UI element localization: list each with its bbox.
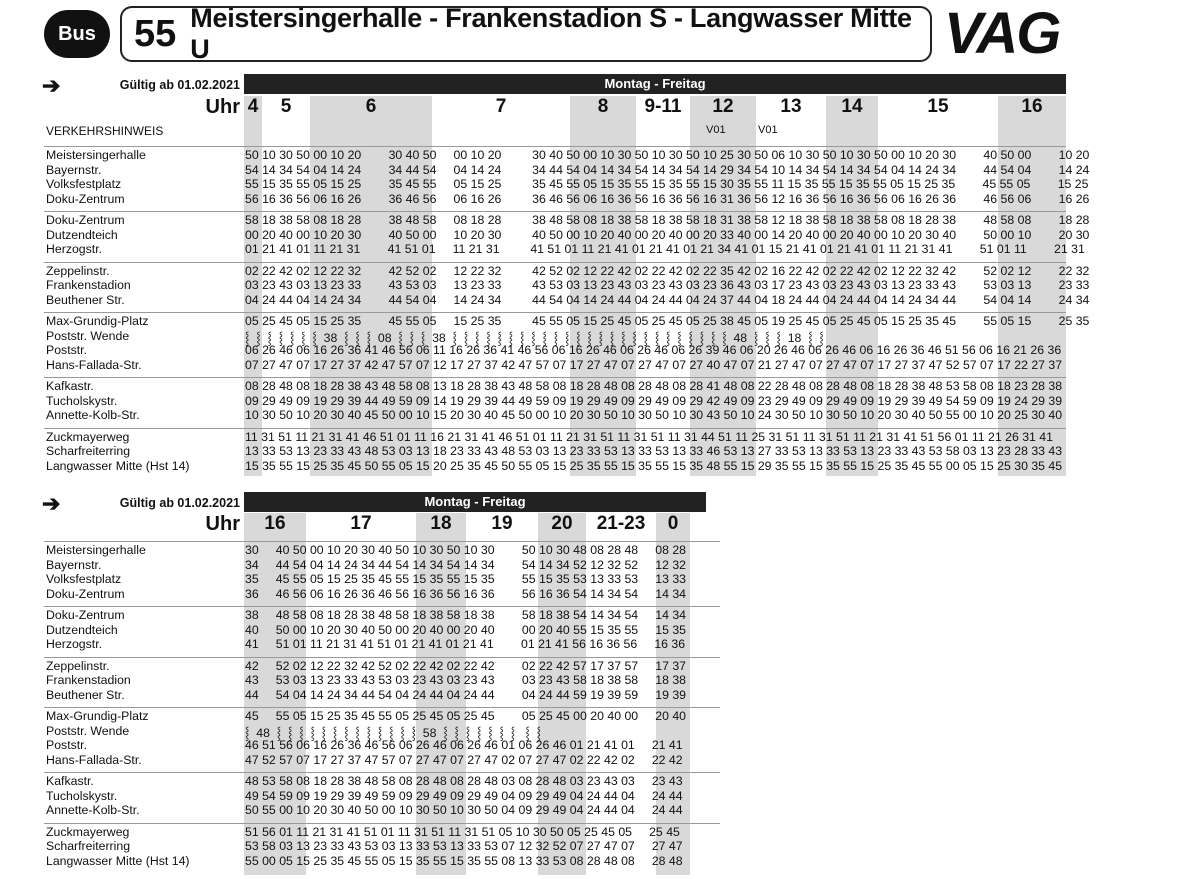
route-name: Meistersingerhalle - Frankenstadion S - Langwasser Mitte U (190, 3, 912, 64)
time-row: 06 26 46 06 16 26 36 41 46 56 06 11 16 26 36 41 46 56 06 16 26 46 06 26 46 06 26 39 46 06 20 26 46 06 26 46 06 16 26 36 46 51 56 06 16 21 26 36 (245, 343, 1062, 357)
stop-name: Langwasser Mitte (Hst 14) (46, 458, 190, 473)
hour-header: 6 (365, 96, 377, 117)
time-row: 44 54 04 14 24 34 44 54 04 24 44 04 24 44 04 24 44 59 19 39 59 19 39 (245, 687, 687, 702)
time-row: 48 53 58 08 18 28 38 48 58 08 28 48 08 28 48 03 08 28 48 03 23 43 03 23 43 (245, 774, 683, 788)
stop-name: Zuckmayerweg (46, 824, 130, 839)
time-row: 51 56 01 11 21 31 41 51 01 11 31 51 11 31 51 05 10 30 50 05 25 45 05 25 45 (245, 824, 680, 839)
group-divider (44, 772, 720, 773)
time-row: 08 28 48 08 18 28 38 43 48 58 08 13 18 28 38 43 48 58 08 18 28 48 08 28 48 08 28 41 48 08 22 28 48 08 28 48 08 18 28 38 48 53 58 08 18 23 28 38 (245, 379, 1063, 393)
stop-name: Dutzendteich (46, 227, 118, 242)
time-row: 02 22 42 02 12 22 32 42 52 02 12 22 32 42 52 02 12 22 42 02 22 42 02 22 35 42 02 16 22 42 02 22 42 02 12 22 32 42 52 02 12 22 32 (245, 263, 1090, 278)
time-row: 58 18 38 58 08 18 28 38 48 58 08 18 28 38 48 58 08 18 38 58 18 38 58 18 31 38 58 12 18 38 58 18 38 58 08 18 28 38 48 58 08 18 28 (245, 213, 1090, 227)
hour-header: 19 (491, 513, 513, 534)
direction-arrow-icon: ➔ (42, 73, 61, 98)
group-divider (44, 262, 1066, 263)
time-row: 43 53 03 13 23 33 43 53 03 23 43 03 23 43 03 23 43 58 18 38 58 18 38 (245, 673, 687, 687)
verkehrshinweis-label: VERKEHRSHINWEIS (46, 124, 164, 138)
stop-name: Beuthener Str. (46, 687, 125, 702)
time-row: 55 15 35 55 05 15 25 35 45 55 05 15 25 35 45 55 05 15 35 55 15 35 55 15 30 35 55 11 15 35 55 15 35 55 05 15 25 35 45 55 05 15 25 (245, 177, 1089, 191)
header (0, 0, 1200, 70)
stop-name: Poststr. (46, 343, 88, 357)
stop-name: Doku-Zentrum (46, 608, 125, 622)
time-row: 10 30 50 10 20 30 40 45 50 00 10 15 20 30 40 45 50 00 10 20 30 50 10 30 50 10 30 43 50 10 24 30 50 10 30 50 10 20 30 40 50 55 00 10 20 25 30 40 (245, 408, 1063, 422)
stop-name: Volksfestplatz (46, 572, 122, 586)
stop-name: Dutzendteich (46, 622, 118, 637)
group-divider (44, 823, 720, 824)
stop-name: Doku-Zentrum (46, 191, 125, 206)
time-row: 49 54 59 09 19 29 39 49 59 09 29 49 09 29 49 04 09 29 49 04 24 44 04 24 44 (245, 788, 683, 803)
group-divider (44, 606, 720, 607)
valid-from: Gültig ab 01.02.2021 (119, 496, 240, 510)
time-row: 05 25 45 05 15 25 35 45 55 05 15 25 35 45 55 05 15 25 45 05 25 45 05 25 38 45 05 19 25 45 05 25 45 05 15 25 35 45 55 05 15 25 35 (245, 314, 1090, 328)
stop-name: Herzogstr. (46, 242, 103, 256)
stop-name: Meistersingerhalle (46, 543, 146, 557)
uhr-label: Uhr (205, 96, 240, 118)
stop-name: Annette-Kolb-Str. (46, 803, 140, 817)
time-row: 41 51 01 11 21 31 41 51 01 21 41 01 21 41 01 21 41 56 16 36 56 16 36 (245, 637, 686, 651)
time-row: 09 29 49 09 19 29 39 44 49 59 09 14 19 29 39 44 49 59 09 19 29 49 09 29 49 09 29 42 49 09 23 29 49 09 29 49 09 19 29 39 49 54 59 09 19 24 29 39 (245, 393, 1063, 408)
days-bar: Montag - Freitag (244, 492, 706, 512)
stop-name: Kafkastr. (46, 774, 94, 788)
stop-name: Beuthener Str. (46, 292, 125, 307)
time-row: 15 35 55 15 25 35 45 50 55 05 15 20 25 35 45 50 55 05 15 25 35 55 15 35 55 15 35 48 55 15 29 35 55 15 35 55 15 25 35 45 55 00 05 15 25 30 35 45 (245, 458, 1063, 473)
stop-name: Doku-Zentrum (46, 586, 125, 601)
time-row: 36 46 56 06 16 26 36 46 56 16 36 56 16 36 56 16 36 54 14 34 54 14 34 (245, 586, 687, 601)
time-row: 47 52 57 07 17 27 37 47 57 07 27 47 07 27 47 02 07 27 47 02 22 42 02 22 42 (245, 752, 683, 767)
hour-header: 16 (264, 513, 286, 534)
time-row: 53 58 03 13 23 33 43 53 03 13 33 53 13 33 53 07 12 32 52 07 27 47 07 27 47 (245, 839, 683, 853)
group-divider (44, 541, 720, 542)
hour-header: 18 (430, 513, 452, 534)
direction-arrow-icon: ➔ (42, 491, 61, 516)
stop-name: Zeppelinstr. (46, 658, 110, 673)
note-marker: V01 (706, 124, 726, 136)
time-row: 07 27 47 07 17 27 37 42 47 57 07 12 17 27 37 42 47 57 07 17 27 47 07 27 47 07 27 40 47 07 21 27 47 07 27 47 07 17 27 37 47 52 57 07 17 22 27 37 (245, 357, 1063, 372)
stop-name: Kafkastr. (46, 379, 94, 393)
valid-from: Gültig ab 01.02.2021 (119, 78, 240, 92)
hour-header: 0 (667, 513, 679, 534)
group-divider (44, 377, 1066, 378)
time-row: 00 20 40 00 10 20 30 40 50 00 10 20 30 40 50 00 10 20 40 00 20 40 00 20 33 40 00 14 20 40 00 20 40 00 10 20 30 40 50 00 10 20 30 (245, 227, 1090, 242)
stop-name: Frankenstadion (46, 673, 131, 687)
time-row: 01 21 41 01 11 21 31 41 51 01 11 21 31 41 51 01 11 21 41 01 21 41 01 21 34 41 01 15 21 41 01 21 41 01 11 21 31 41 51 01 11 21 31 (245, 242, 1085, 256)
stop-name: Bayernstr. (46, 557, 102, 572)
time-row: 42 52 02 12 22 32 42 52 02 22 42 02 22 42 02 22 42 57 17 37 57 17 37 (245, 658, 687, 673)
group-divider (44, 211, 1066, 212)
time-row: 45 55 05 15 25 35 45 55 05 25 45 05 25 45 05 25 45 00 20 40 00 20 40 (245, 709, 687, 723)
hour-header: 8 (597, 96, 609, 117)
stop-name: Scharfreiterring (46, 839, 131, 853)
bus-badge: Bus (44, 10, 110, 58)
stop-name: Frankenstadion (46, 278, 131, 292)
route-number: 55 (134, 12, 177, 55)
stop-name: Herzogstr. (46, 637, 103, 651)
group-divider (44, 312, 1066, 313)
hour-header: 15 (927, 96, 949, 117)
stop-name: Zuckmayerweg (46, 429, 130, 444)
stop-name: Volksfestplatz (46, 177, 122, 191)
stop-name: Bayernstr. (46, 162, 102, 177)
stop-name: Max-Grundig-Platz (46, 709, 149, 723)
time-row: 11 31 51 11 21 31 41 46 51 01 11 16 21 31 41 46 51 01 11 21 31 51 11 31 51 11 31 44 51 11 25 31 51 11 31 51 11 21 31 41 51 56 01 11 21 26 31 41 (245, 429, 1053, 444)
vag-logo: VAG (944, 1, 1060, 66)
group-divider (44, 657, 720, 658)
stop-name: Tucholskystr. (46, 788, 118, 803)
time-row: 40 50 00 10 20 30 40 50 00 20 40 00 20 40 00 20 40 55 15 35 55 15 35 (245, 622, 687, 637)
hour-header: 14 (841, 96, 863, 117)
hour-header: 9-11 (644, 96, 682, 117)
hour-header: 20 (551, 513, 573, 534)
time-row: 54 14 34 54 04 14 24 34 44 54 04 14 24 34 44 54 04 14 34 54 14 34 54 14 29 34 54 10 14 34 54 14 34 54 04 14 24 34 44 54 04 14 24 (245, 162, 1090, 177)
hour-header: 13 (780, 96, 802, 117)
time-row: 04 24 44 04 14 24 34 44 54 04 14 24 34 44 54 04 14 24 44 04 24 44 04 24 37 44 04 18 24 44 04 24 44 04 14 24 34 44 54 04 14 24 34 (245, 292, 1090, 307)
time-row: 50 10 30 50 00 10 20 30 40 50 00 10 20 30 40 50 00 10 30 50 10 30 50 10 25 30 50 06 10 30 50 10 30 50 00 10 20 30 40 50 00 10 20 (245, 148, 1090, 162)
time-row: 55 00 05 15 25 35 45 55 05 15 35 55 15 35 55 08 13 33 53 08 28 48 08 28 48 (245, 853, 683, 868)
hour-header: 4 (247, 96, 259, 117)
stop-name: Poststr. (46, 738, 88, 752)
stop-name: Zeppelinstr. (46, 263, 110, 278)
group-divider (44, 146, 1066, 147)
uhr-label: Uhr (205, 513, 240, 535)
stop-name: Tucholskystr. (46, 393, 118, 408)
time-row: 38 48 58 08 18 28 38 48 58 18 38 58 18 38 58 18 38 54 14 34 54 14 34 (245, 608, 687, 622)
stop-name: Scharfreiterring (46, 444, 131, 458)
stop-name: Meistersingerhalle (46, 148, 146, 162)
group-divider (44, 428, 1066, 429)
hour-header: 7 (495, 96, 507, 117)
stop-name: Poststr. Wende (46, 328, 130, 343)
stop-name: Hans-Fallada-Str. (46, 752, 142, 767)
time-row: ⸾ ⸾ ⸾ ⸾ ⸾ ⸾ ⸾ 38 ⸾ ⸾ ⸾ 08 ⸾ ⸾ ⸾ 38 ⸾ ⸾ ⸾ ⸾ ⸾ ⸾ ⸾ ⸾ ⸾ ⸾ ⸾ ⸾ ⸾ ⸾ ⸾ ⸾ ⸾ ⸾ ⸾ ⸾ ⸾ ⸾ ⸾ ⸾ ⸾ 48 ⸾ ⸾ ⸾ 18 ⸾ ⸾ (245, 330, 824, 345)
time-row: 34 44 54 04 14 24 34 44 54 14 34 54 14 34 54 14 34 52 12 32 52 12 32 (245, 557, 687, 572)
time-row: 03 23 43 03 13 23 33 43 53 03 13 23 33 43 53 03 13 23 43 03 23 43 03 23 36 43 03 17 23 43 03 23 43 03 13 23 33 43 53 03 13 23 33 (245, 278, 1090, 292)
hour-header: 17 (350, 513, 372, 534)
stop-name: Langwasser Mitte (Hst 14) (46, 853, 190, 868)
hour-header: 12 (712, 96, 734, 117)
stop-name: Annette-Kolb-Str. (46, 408, 140, 422)
hour-header: 16 (1021, 96, 1043, 117)
route-box (120, 3, 932, 64)
time-row: 46 51 56 06 16 26 36 46 56 06 26 46 06 26 46 01 06 26 46 01 21 41 01 21 41 (245, 738, 683, 752)
time-row: ⸾ 48 ⸾ ⸾ ⸾ ⸾ ⸾ ⸾ ⸾ ⸾ ⸾ ⸾ ⸾ ⸾ ⸾ 58 ⸾ ⸾ ⸾ ⸾ ⸾ ⸾ ⸾ ⸾ ⸾ (245, 725, 542, 740)
stop-name: Max-Grundig-Platz (46, 314, 149, 328)
time-row: 30 40 50 00 10 20 30 40 50 10 30 50 10 30 50 10 30 48 08 28 48 08 28 (245, 543, 687, 557)
hour-header: 5 (280, 96, 292, 117)
time-row: 35 45 55 05 15 25 35 45 55 15 35 55 15 35 55 15 35 53 13 33 53 13 33 (245, 572, 687, 586)
hour-header: 21-23 (596, 513, 646, 534)
stop-name: Hans-Fallada-Str. (46, 357, 142, 372)
stop-name: Doku-Zentrum (46, 213, 125, 227)
group-divider (44, 707, 720, 708)
stop-name: Poststr. Wende (46, 723, 130, 738)
time-row: 56 16 36 56 06 16 26 36 46 56 06 16 26 36 46 56 06 16 36 56 16 36 56 16 31 36 56 12 16 36 56 16 36 56 06 16 26 36 46 56 06 16 26 (245, 191, 1090, 206)
time-row: 50 55 00 10 20 30 40 50 00 10 30 50 10 30 50 04 09 29 49 04 24 44 04 24 44 (245, 803, 683, 817)
days-bar: Montag - Freitag (244, 74, 1066, 94)
note-marker: V01 (758, 124, 778, 136)
time-row: 13 33 53 13 23 33 43 48 53 03 13 18 23 33 43 48 53 03 13 23 33 53 13 33 53 13 33 46 53 13 27 33 53 13 33 53 13 23 33 43 53 58 03 13 23 28 33 43 (245, 444, 1063, 458)
